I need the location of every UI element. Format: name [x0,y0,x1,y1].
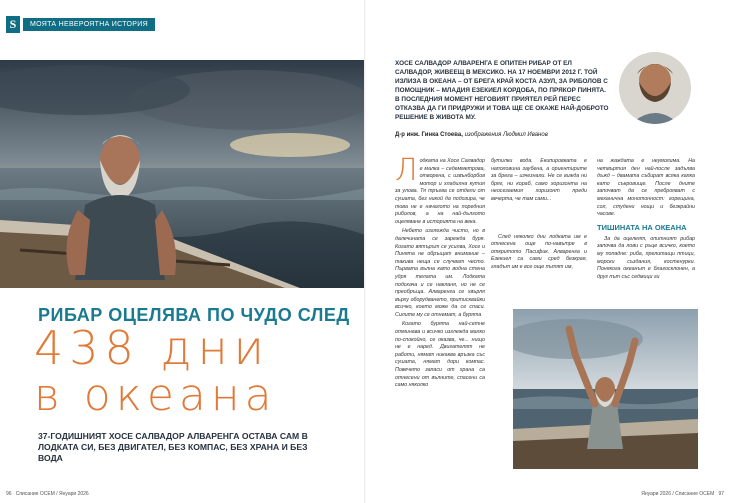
article-column-1 [395,153,485,392]
page-number-right: 97 [718,491,724,497]
article-column-2 [491,158,587,274]
col2-paragraph-2: След няколко дни лодката им е отнесена още по-навътре в откритото Пасифик. Алваренга и Езекиел са сами сред безкрая, гладът им е все още пътят им, [491,233,587,270]
folio-right-text: Януари 2026 / Списание ОСЕМ [641,491,715,497]
fisherman-raising-hands-photo [513,309,698,469]
col1-paragraph-3: Когато бурята най-сетне отминава и всичко изглежда малко по-спокойно, се оказва, че... нищо не е наред. Двигателят не работи, нямат никаква връзка със сушата, нямат дори компас. Повечето запаси от храна са отнесени от вълните, спасени са само няколко [395,321,485,389]
section-tag-label: МОЯТА НЕВЕРОЯТНА ИСТОРИЯ [23,18,155,31]
col2-paragraph-1: бутилки вода. Екипировката е наполовина заубена, а ориентирите за брега – изчезнали. Не се вижда ни бряг, ни кораб, само хоризонта на неосезаемия хоризонт преди вечерта, че там сами... [491,158,587,202]
col1-paragraph-2: Небето изглежда чисто, но в далечината се зарежда буря. Когато вятърът се усилва, Хосе и Пинята не обръщат внимание – такива неща се случват често. Първата вълна като водна стена удря телата им. Лодката подскача и се накланя, но не се преобръща. Алваренга се хвърля върху оборудването, притисквайки всичко, което може да се спаси. Силите му се отнемат, а бурята [395,228,485,318]
right-page [365,0,730,503]
byline-illustrations: изображения Людмил Иванов [464,132,548,138]
article-column-3 [597,158,695,283]
lead-paragraph: ХОСЕ САЛВАДОР АЛВАРЕНГА Е ОПИТЕН РИБАР ОТ ЕЛ САЛВАДОР, ЖИВЕЕЩ В МЕКСИКО. НА 17 НОЕМВРИ 2012 Г. ТОЙ ИЗЛИЗА В ОКЕАНА – ОТ БРЕГА КРАЙ КОСТА АЗУЛ, ЗА РИБОЛОВ С ПОМОЩНИК – МЛАДИЯ ЕЗЕКИЕЛ КОРДОБА, ПО ПРЯКОР ПИНЯТА. В ПОСЛЕДНИЯ МОМЕНТ НЕГОВИЯТ ПРИЯТЕЛ РЕЙ ПЕРЕС ОТКАЗВА ДА ГИ ПРИДРУЖИ И ТОВА ЩЕ СЕ ОКАЖЕ НАЙ-ДОБРОТО РЕШЕНИЕ В ЖИВОТА МУ. [395,60,609,121]
folio-left [6,491,89,497]
fisherman-portrait [619,52,691,124]
fisherman-boat-photo [0,60,365,288]
drop-cap: Л [395,153,418,188]
folio-right [641,491,724,497]
col1-paragraph-1: одката на Хосе Салвадор е малка – седемметрова, отворена, с извънборбов мотор и хладилна кутия за улова. Тя тръгва се отдели от сушата, без никой да подозира, че това не е началото на поредния риболов, а на най-дългото оцеляване в историята на века. [395,158,485,225]
col3-paragraph-1: на жаждата е неумолима. На четвъртия ден най-после задълва дъжд – двамата събират всяка капка като съкровище. После днитe започват да се преброяват с механична монотонност: горещина, сол, студени нощи и безкрайни часове. [597,158,695,218]
section-subtitle: ТИШИНАТА НА ОКЕАНА [597,222,687,232]
headline-ocean: в океана [34,370,277,421]
folio-left-text: Списание ОСЕМ / Януари 2026 [15,491,89,497]
col3-paragraph-2: За да оцелеят, опитният рибар започва да лови с ръце всичко, което му попадне: риба, прелитащи птици, морски създания, костенурки. Понякога океанът е благосклонен, а друг път със седмици ги [597,235,695,280]
headline-days: 438 дни [34,321,270,375]
byline [395,132,548,138]
subheadline: 37-ГОДИШНИЯТ ХОСЕ САЛВАДОР АЛВАРЕНГА ОСТАВА САМ В ЛОДКАТА СИ, БЕЗ ДВИГАТЕЛ, БЕЗ КОМПАС, БЕЗ ХРАНА И БЕЗ ВОДА [38,431,308,463]
byline-author: Д-р инж. Гинка Стоева, [395,132,463,138]
section-tag [6,16,155,33]
magazine-logo-icon: S [6,16,20,33]
page-number-left: 96 [6,491,12,497]
headline: РИБАР ОЦЕЛЯВА ПО ЧУДО СЛЕД [38,305,350,325]
